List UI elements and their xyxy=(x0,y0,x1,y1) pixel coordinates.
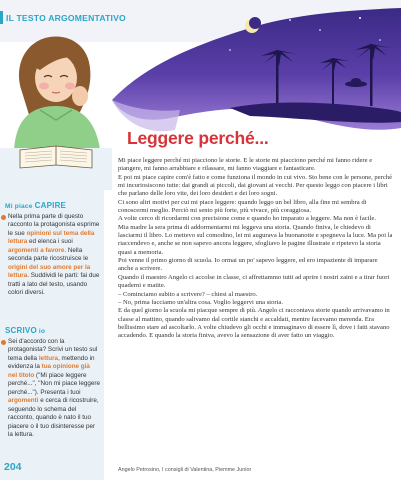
article-paragraph: Mia madre la sera prima di addormentarmi mi leggeva una storia. Quando finiva, le chiedevo di lasciarmi il libro. Lo mettevo sul comodino, lei mi augurava la buonanotte e spegneva la luce. Ma poi la riaccendevo e, anche se non sapevo ancora leggere, sfogliavo le pagine illustrate e ripetevo la storia quasi a memoria. xyxy=(118,223,393,256)
section-tag: IL TESTO ARGOMENTATIVO xyxy=(6,13,126,23)
article-paragraph: Poi venne il primo giorno di scuola. Io ormai un po' sapevo leggere, ed ero impaziente di imparare anche a scrivere. xyxy=(118,257,378,273)
bullet-icon xyxy=(1,340,6,345)
mi-piace-title: Mi piace CAPIRE xyxy=(5,201,67,210)
article-title: Leggere perché... xyxy=(127,128,269,148)
article-paragraph: Ci sono altri motivi per cui mi piace leggere: quando leggo un bel libro, alla fine mi sembra di conoscermi meglio. Perciò mi sento più forte, più vivace, più coraggiosa. xyxy=(118,198,367,215)
bullet-icon xyxy=(1,215,6,220)
article-paragraph: E poi mi piace capire com'è fatto e come funziona il mondo in cui vivo. Sto bene con le persone, perché mi incuriosiscono tutte: dai grandi ai piccoli, dai giovani ai vecchi. Per questo leggo con piacere i libri che parlano delle loro vite, dei loro desideri e dei loro sogni. xyxy=(118,173,393,198)
sidebar xyxy=(0,190,104,480)
source-caption: Angelo Petrosino, I consigli di Valentina, Piemme Junior xyxy=(118,467,252,473)
scrivo-text: Sei d'accordo con la protagonista? Scrivi un testo sul tema della lettura, mettendo in evidenza la tua opinione già nel titolo ("Mi piace leggere perché...", "Non mi piace leggere perché..."). Presenta i tuoi argomenti e cerca di ricostruire, seguendo lo schema del racconto, quando è nato il tuo piacere o il tuo disinteresse per la lettura. xyxy=(5,338,100,439)
article-body xyxy=(118,157,394,341)
article-paragraph: – No, prima facciamo un'altra cosa. Voglio leggervi una storia. xyxy=(118,298,284,306)
article-paragraph: Mi piace leggere perché mi piacciono le storie. E le storie mi piacciono perché mi fanno ridere e piangere, mi fanno arrabbiare e rilassare, mi fanno viaggiare e fantasticare. xyxy=(118,157,373,173)
article-paragraph: E da quel giorno la scuola mi piacque sempre di più. Angelo ci raccontava storie quando arrivavamo in classe al mattino, quando salivamo dal cortile stanchi e accaldati, mentre facevamo merenda. Era bellissimo stare ad ascoltarlo. A volte chiudevo gli occhi e immaginavo di essere lì, dove i fatti stavano accadendo. E quando la storia finiva, avevo la sensazione di aver fatto un viaggio. xyxy=(118,307,390,340)
article-paragraph: A volte cerco di ricordarmi con precisione come e quando ho imparato a leggere. Ma non è facile. xyxy=(118,215,376,223)
page-number: 204 xyxy=(4,461,22,473)
scrivo-io-box xyxy=(5,326,100,439)
girl-figure xyxy=(0,37,112,190)
mi-piace-capire-box xyxy=(5,201,100,298)
article-paragraph: – Cominciamo subito a scrivere? – chiesi al maestro. xyxy=(118,290,258,298)
article-paragraph: Quando il maestro Angelo ci accolse in classe, ci affrettammo tutti ad aprire i nostri zaini e a tirar fuori quaderni e matite. xyxy=(118,273,390,290)
mi-piace-text: Nella prima parte di questo racconto la protagonista esprime le sue opinioni sul tema della lettura ed elenca i suoi argomenti a favore. Nella seconda parte ricostruisce le origini del suo amore per la lettura. Suddividi le parti: fai due tratti a lato del testo, usando colori diversi. xyxy=(5,213,100,298)
scrivo-title: SCRIVO io xyxy=(5,326,46,335)
